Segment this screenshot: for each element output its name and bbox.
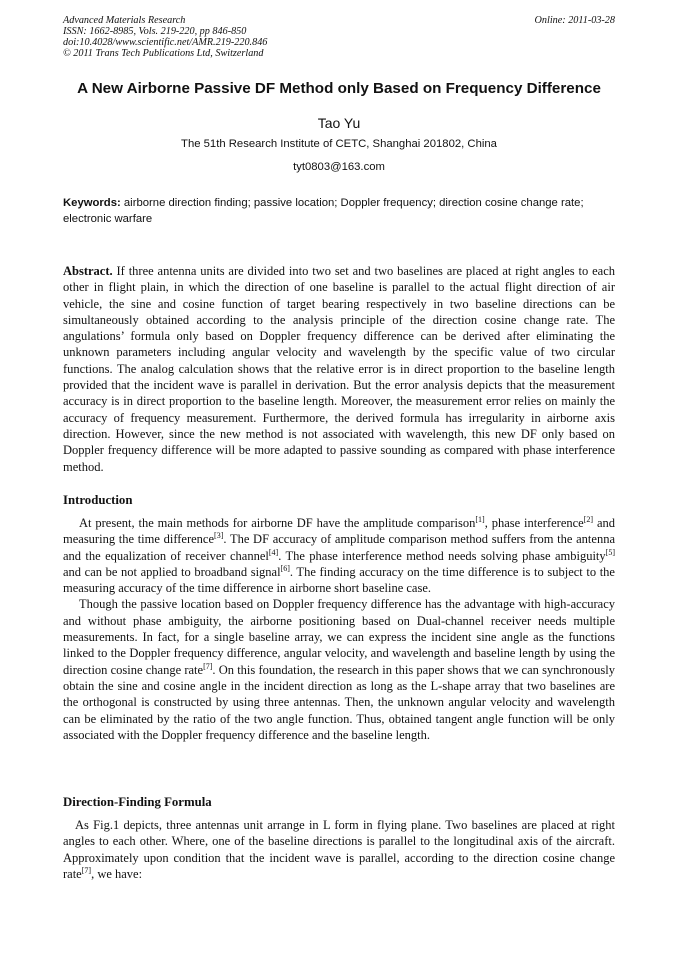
keywords-block bbox=[63, 195, 615, 227]
citation-ref[interactable]: [2] bbox=[583, 515, 594, 524]
journal-name: Advanced Materials Research bbox=[63, 15, 186, 26]
df-paragraph-1 bbox=[63, 817, 615, 882]
intro-paragraph-2 bbox=[63, 596, 615, 743]
online-date: Online: 2011-03-28 bbox=[534, 15, 615, 26]
df-p1-text-2: , we have: bbox=[91, 866, 143, 881]
intro-p2-text-2: . On this foundation, the research in this paper shows that we can synchronously obtain the sine and cosine angle in the incident direction as long as the L-shape array that two baselines are the orthogonal is constructed by using three antennas. Then, the unknown angular velocity and wavelength can be eliminated by the ratio of the two angle function. Thus, obtained tangent angle function will be only associated with the Doppler frequency difference and the baseline length. bbox=[63, 662, 615, 742]
abstract-block bbox=[63, 263, 615, 475]
citation-ref[interactable]: [7] bbox=[203, 661, 213, 671]
issn-line: ISSN: 1662-8985, Vols. 219-220, pp 846-850 bbox=[63, 26, 247, 37]
df-p1-text-1: As Fig.1 depicts, three antennas unit arrange in L form in flying plane. Two baselines are placed at right angles to each other. Where, one of the baseline directions is parallel to the longitudinal axis of the aircraft. Approximately upon condition that the incident wave is parallel, according to the direction cosine change rate bbox=[63, 818, 615, 881]
intro-p1-text-1: At present, the main methods for airborne DF have the amplitude comparison bbox=[79, 516, 476, 530]
intro-p1-text-3: and measuring the time difference bbox=[63, 516, 616, 547]
intro-paragraph-1 bbox=[63, 515, 615, 596]
citation-ref[interactable]: [4] bbox=[268, 547, 279, 557]
intro-p1-text-5: . The phase interference method needs solving phase ambiguity bbox=[278, 548, 606, 563]
abstract-label: Abstract. bbox=[63, 264, 113, 278]
keywords-text: airborne direction finding; passive location; Doppler frequency; direction cosine change rate; electronic warfare bbox=[63, 197, 584, 225]
citation-ref[interactable]: [1] bbox=[475, 515, 485, 524]
citation-ref[interactable]: [5] bbox=[605, 547, 615, 557]
doi-line: doi:10.4028/www.scientific.net/AMR.219-220.846 bbox=[63, 37, 268, 48]
paper-title: A New Airborne Passive DF Method only Based on Frequency Difference bbox=[77, 80, 601, 97]
author-affiliation: The 51th Research Institute of CETC, Shanghai 201802, China bbox=[181, 138, 497, 150]
introduction-heading: Introduction bbox=[63, 493, 133, 507]
journal-header bbox=[63, 15, 615, 59]
paper-author: Tao Yu bbox=[317, 115, 361, 131]
direction-finding-body bbox=[63, 817, 615, 882]
intro-p1-text-6: and can be not applied to broadband signal bbox=[63, 564, 281, 579]
direction-finding-heading: Direction-Finding Formula bbox=[63, 795, 212, 809]
citation-ref[interactable]: [3] bbox=[214, 531, 224, 541]
copyright-line: © 2011 Trans Tech Publications Ltd, Switzerland bbox=[63, 48, 264, 59]
keywords-label: Keywords: bbox=[63, 197, 121, 209]
abstract-text: If three antenna units are divided into two set and two baselines are placed at right angles to each other in flight plain, in which the direction of one baseline is parallel to the actual flight direction of air vehicle, the sine and cosine function of target bearing respectively in two baseline directions can be simultaneously obtained according to the analysis principle of the direction cosine change rate. The angulations’ formula only based on Doppler frequency difference can be derived after eliminating the unknown parameters including angular velocity and wavelength by the specific value of two circular functions. The analog calculation shows that the relative error is in direct proportion to the baseline length provided that the incident wave is parallel in derivation. But the error analysis depicts that the measurement accuracy is in direct proportion to the baseline length. Moreover, the measurement error relies on mainly the accuracy of frequency measurement. Furthermore, the derived formula has irregularity in airborne axis direction. However, since the new method is not associated with wavelength, this new DF only based on Doppler frequency difference will be more adapted to passive sounding as compared with phase interference method. bbox=[63, 264, 615, 474]
citation-ref[interactable]: [7] bbox=[81, 865, 92, 875]
intro-p1-text-7: . The finding accuracy on the time difference is to subject to the measuring accuracy of the time difference in airborne short baseline case. bbox=[63, 564, 615, 596]
intro-p2-text-1: Though the passive location based on Doppler frequency difference has the advantage with high-accuracy and without phase ambiguity, the airborne positioning based on Dual-channel receiver needs multiple measurements. In fact, for a single baseline array, we can express the incident sine angle as the functions linked to the Doppler frequency difference, angular velocity, and wavelength and baseline length by using the direction cosine change rate bbox=[63, 597, 615, 677]
intro-p1-text-2: , phase interference bbox=[484, 516, 584, 530]
introduction-body bbox=[63, 515, 615, 743]
author-email[interactable]: tyt0803@163.com bbox=[293, 161, 385, 173]
intro-p1-text-4: . The DF accuracy of amplitude comparison method suffers from the antenna and the equalization of receiver channel bbox=[63, 532, 616, 563]
citation-ref[interactable]: [6] bbox=[280, 563, 290, 573]
